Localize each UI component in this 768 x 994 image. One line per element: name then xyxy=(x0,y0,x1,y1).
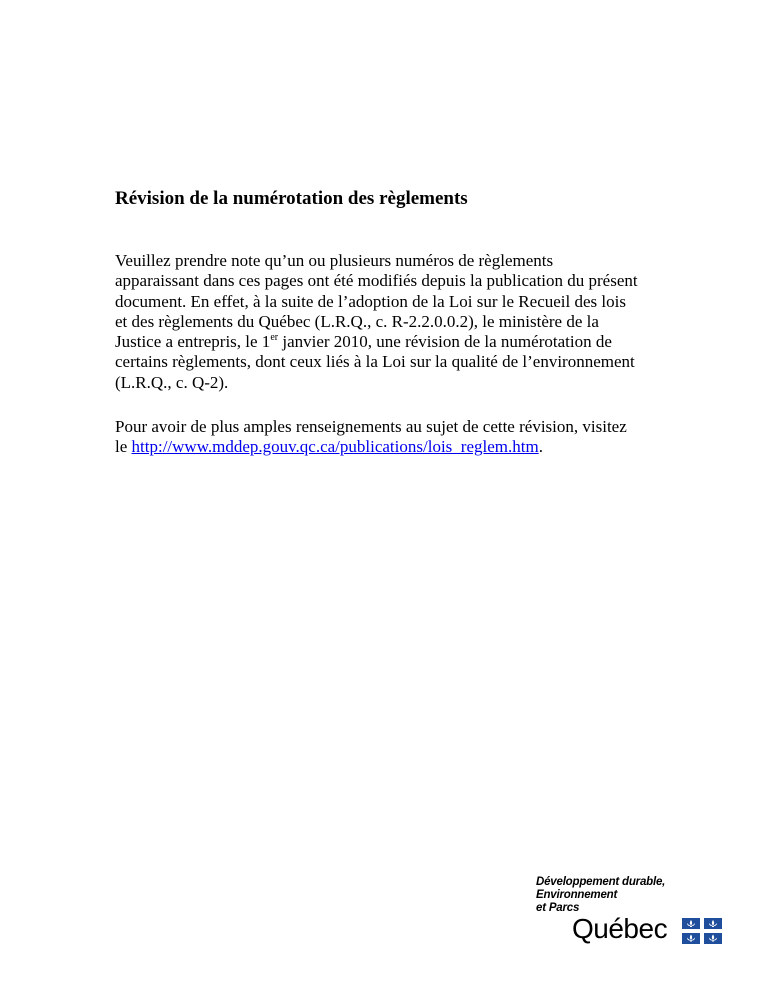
superscript: er xyxy=(270,332,279,344)
paragraph-line: Pour avoir de plus amples renseignements au sujet de cette révision, visitez xyxy=(115,417,627,436)
paragraph-regulation-notice xyxy=(115,251,675,393)
publications-link[interactable]: http://www.mddep.gouv.qc.ca/publications/lois_reglem.htm xyxy=(131,437,539,457)
logo-text-line: Environnement xyxy=(536,889,618,901)
text-fragment: le xyxy=(115,437,132,457)
logo-text-line: et Parcs xyxy=(536,902,580,914)
paragraph-line: Veuillez prendre note qu’un ou plusieurs numéros de règlements xyxy=(115,251,554,270)
paragraph-line: et des règlements du Québec (L.R.Q., c. R-2.2.0.0.2), le ministère de la xyxy=(115,311,599,331)
ministry-logo xyxy=(534,876,734,956)
paragraph-more-info xyxy=(115,417,675,458)
text-fragment: Justice a entrepris, le 1 xyxy=(115,332,271,352)
paragraph-line xyxy=(115,332,675,352)
paragraph-line: apparaissant dans ces pages ont été modifiés depuis la publication du présent xyxy=(115,271,638,291)
paragraph-line: document. En effet, à la suite de l’adoption de la Loi sur le Recueil des lois xyxy=(115,291,626,311)
text-fragment: . xyxy=(538,437,543,457)
text-fragment: janvier 2010, une révision de la numérotation de xyxy=(278,332,612,352)
paragraph-line: certains règlements, dont ceux liés à la Loi sur la qualité de l’environnement xyxy=(115,352,635,372)
fleurdelise-flag-icon xyxy=(682,918,722,944)
document-heading: Révision de la numérotation des règlements xyxy=(115,188,468,209)
logo-text-line: Développement durable, xyxy=(536,876,666,888)
paragraph-line xyxy=(115,437,675,457)
paragraph-line: (L.R.Q., c. Q-2). xyxy=(115,372,229,392)
logo-wordmark: Québec xyxy=(572,913,668,944)
